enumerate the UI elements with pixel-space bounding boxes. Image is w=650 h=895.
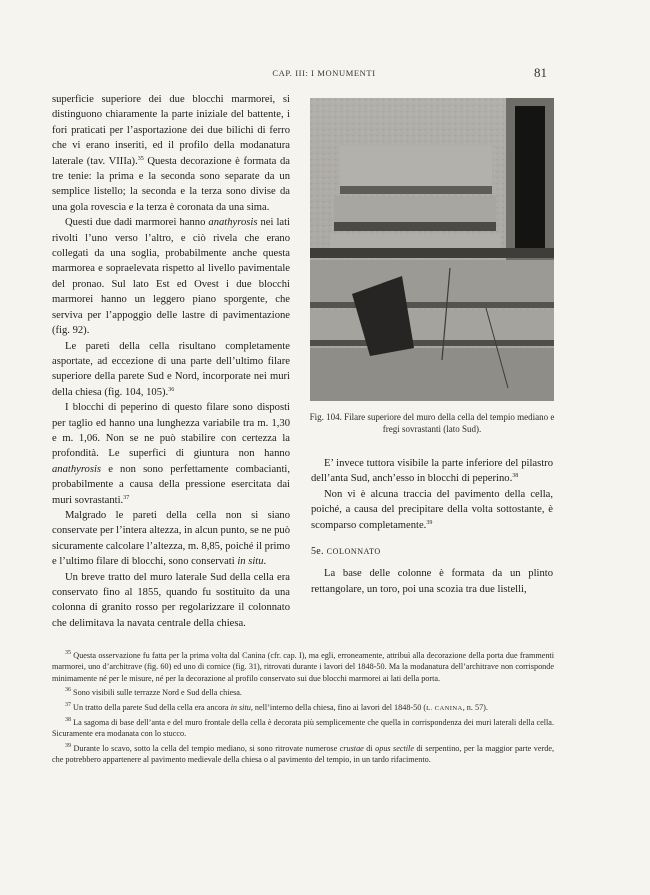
paragraph: La base delle colonne è formata da un plinto rettangolare, un toro, poi una scozia tra due listelli, bbox=[311, 568, 553, 595]
paragraph: Le pareti della cella risultano completamente asportate, ad eccezione di una parte dell’ultimo filare superiore della parete Sud e Nord, incorporate nei muri della chiesa (fig. 104, 105).$^{36}$ bbox=[52, 340, 290, 398]
right-column bbox=[311, 456, 553, 597]
footnote-39: $^{39}$ Durante lo scavo, sotto la cella del tempio mediano, si sono ritrovate numerose crustae di opus sectile di serpentino, per la maggior parte verde, che potrebbero appartenere al pavimento medievale della chiesa o al pavimento del tempio, in un tardo rifacimento. bbox=[52, 742, 555, 765]
paragraph: superficie superiore dei due blocchi marmorei, si distinguono chiaramente la parte iniziale del battente, i fori praticati per l’asportazione dei due bilichi di ferro che vi erano inseriti, ed il profilo della modanatura laterale (tav. VIIIa).$^{35}$ Questa decorazione è formata da tre tenie: la prima e la seconda sono separate da un semplice listello; la seconda e la terza sono divise da una gola rovescia e la terza è coronata da una sima. bbox=[52, 94, 290, 213]
footnote-ref[interactable]: 38 bbox=[512, 473, 519, 480]
figure-104-photo bbox=[310, 98, 554, 401]
footnote-ref[interactable]: 37 bbox=[123, 494, 130, 501]
footnote-ref[interactable]: 36 bbox=[168, 386, 175, 393]
figure-caption: Fig. 104. Filare superiore del muro della cella del tempio mediano e fregi sovrastanti (lato Sud). bbox=[309, 412, 555, 435]
stone-wall-photo bbox=[310, 98, 554, 401]
footnote-38: $^{38}$ La sagoma di base dell’anta e del muro frontale della cella è decorata più semplicemente che quella in corrispondenza dei muri laterali della cella. Sicuramente era modanata con lo stucco. bbox=[52, 717, 554, 739]
paragraph: Questi due dadi marmorei hanno anathyrosis nei lati rivolti l’uno verso l’altro, e ciò rivela che erano collegati da una soglia, probabilmente anche questa marmorea e sopraelevata rispetto al livello pavimentale del pronao. Sul lato Est ed Ovest i due blocchi marmorei hanno un leggero piano sporgente, che serviva per l’appoggio delle lastre di pavimentazione (fig. 92). bbox=[52, 217, 290, 337]
paragraph: Malgrado le pareti della cella non si siano conservate per l’intera altezza, in alcun punto, se ne può sicuramente calcolare l’altezza, m. 8,85, poiché il primo e l’ultimo filare di blocchi, sono conservati in situ. bbox=[52, 509, 290, 568]
footnote-ref[interactable]: 35 bbox=[137, 155, 144, 162]
paragraph: E’ invece tuttora visibile la parte inferiore del pilastro dell’anta Sud, anch’esso in blocchi di peperino.$^{38}$ bbox=[311, 458, 553, 485]
footnote-36: $^{36}$ Sono visibili sulle terrazze Nord e Sud della chiesa. bbox=[65, 687, 242, 698]
footnote-37: $^{37}$ Un tratto della parete Sud della cella era ancora in situ, nell’interno della chiesa, fino ai lavori del 1848-50 (L. CANINA, n. 57). bbox=[65, 701, 488, 712]
section-heading: 5e. COLONNATO bbox=[311, 546, 381, 558]
footnote-35: $^{35}$ Questa osservazione fu fatta per la prima volta dal Canina (cfr. cap. I), ma egli, erroneamente, attribuì alla decorazione della porta due frammenti marmorei, uno d’architrave (fig. 60) ed uno di cornice (fig. 31), ritrovati durante i lavori del 1848-50. Ma la modanatura dell’architrave non corrisponde minimamente né per le misure, né per la decorazione al profilo conservato sui due blocchi marmorei ai lati della porta. bbox=[52, 650, 554, 683]
page-number: 81 bbox=[534, 65, 547, 80]
footnotes bbox=[52, 650, 554, 769]
running-title: CAP. III: I MONUMENTI bbox=[272, 68, 376, 78]
left-column bbox=[52, 92, 290, 631]
paragraph: I blocchi di peperino di questo filare sono disposti per taglio ed hanno una lunghezza variabile tra m. 1,30 e m. 1,06. Non se ne può stabilire con certezza la profondità. Le superfici di giuntura non hanno anathyrosis e non sono perfettamente combacianti, probabilmente a causa della pressione esercitata dai muri sovrastanti.$^{37}$ bbox=[52, 402, 290, 506]
paragraph: Non vi è alcuna traccia del pavimento della cella, poiché, a causa del precipitare della volta sottostante, è scomparso completamente.$^{39}$ bbox=[311, 488, 553, 531]
paragraph: Un breve tratto del muro laterale Sud della cella era conservato fino al 1855, quando fu sostituito da una colonna di granito rosso per regolarizzare il colonnato che delimitava la navata centrale della chiesa. bbox=[52, 571, 290, 629]
footnote-ref[interactable]: 39 bbox=[426, 519, 433, 526]
